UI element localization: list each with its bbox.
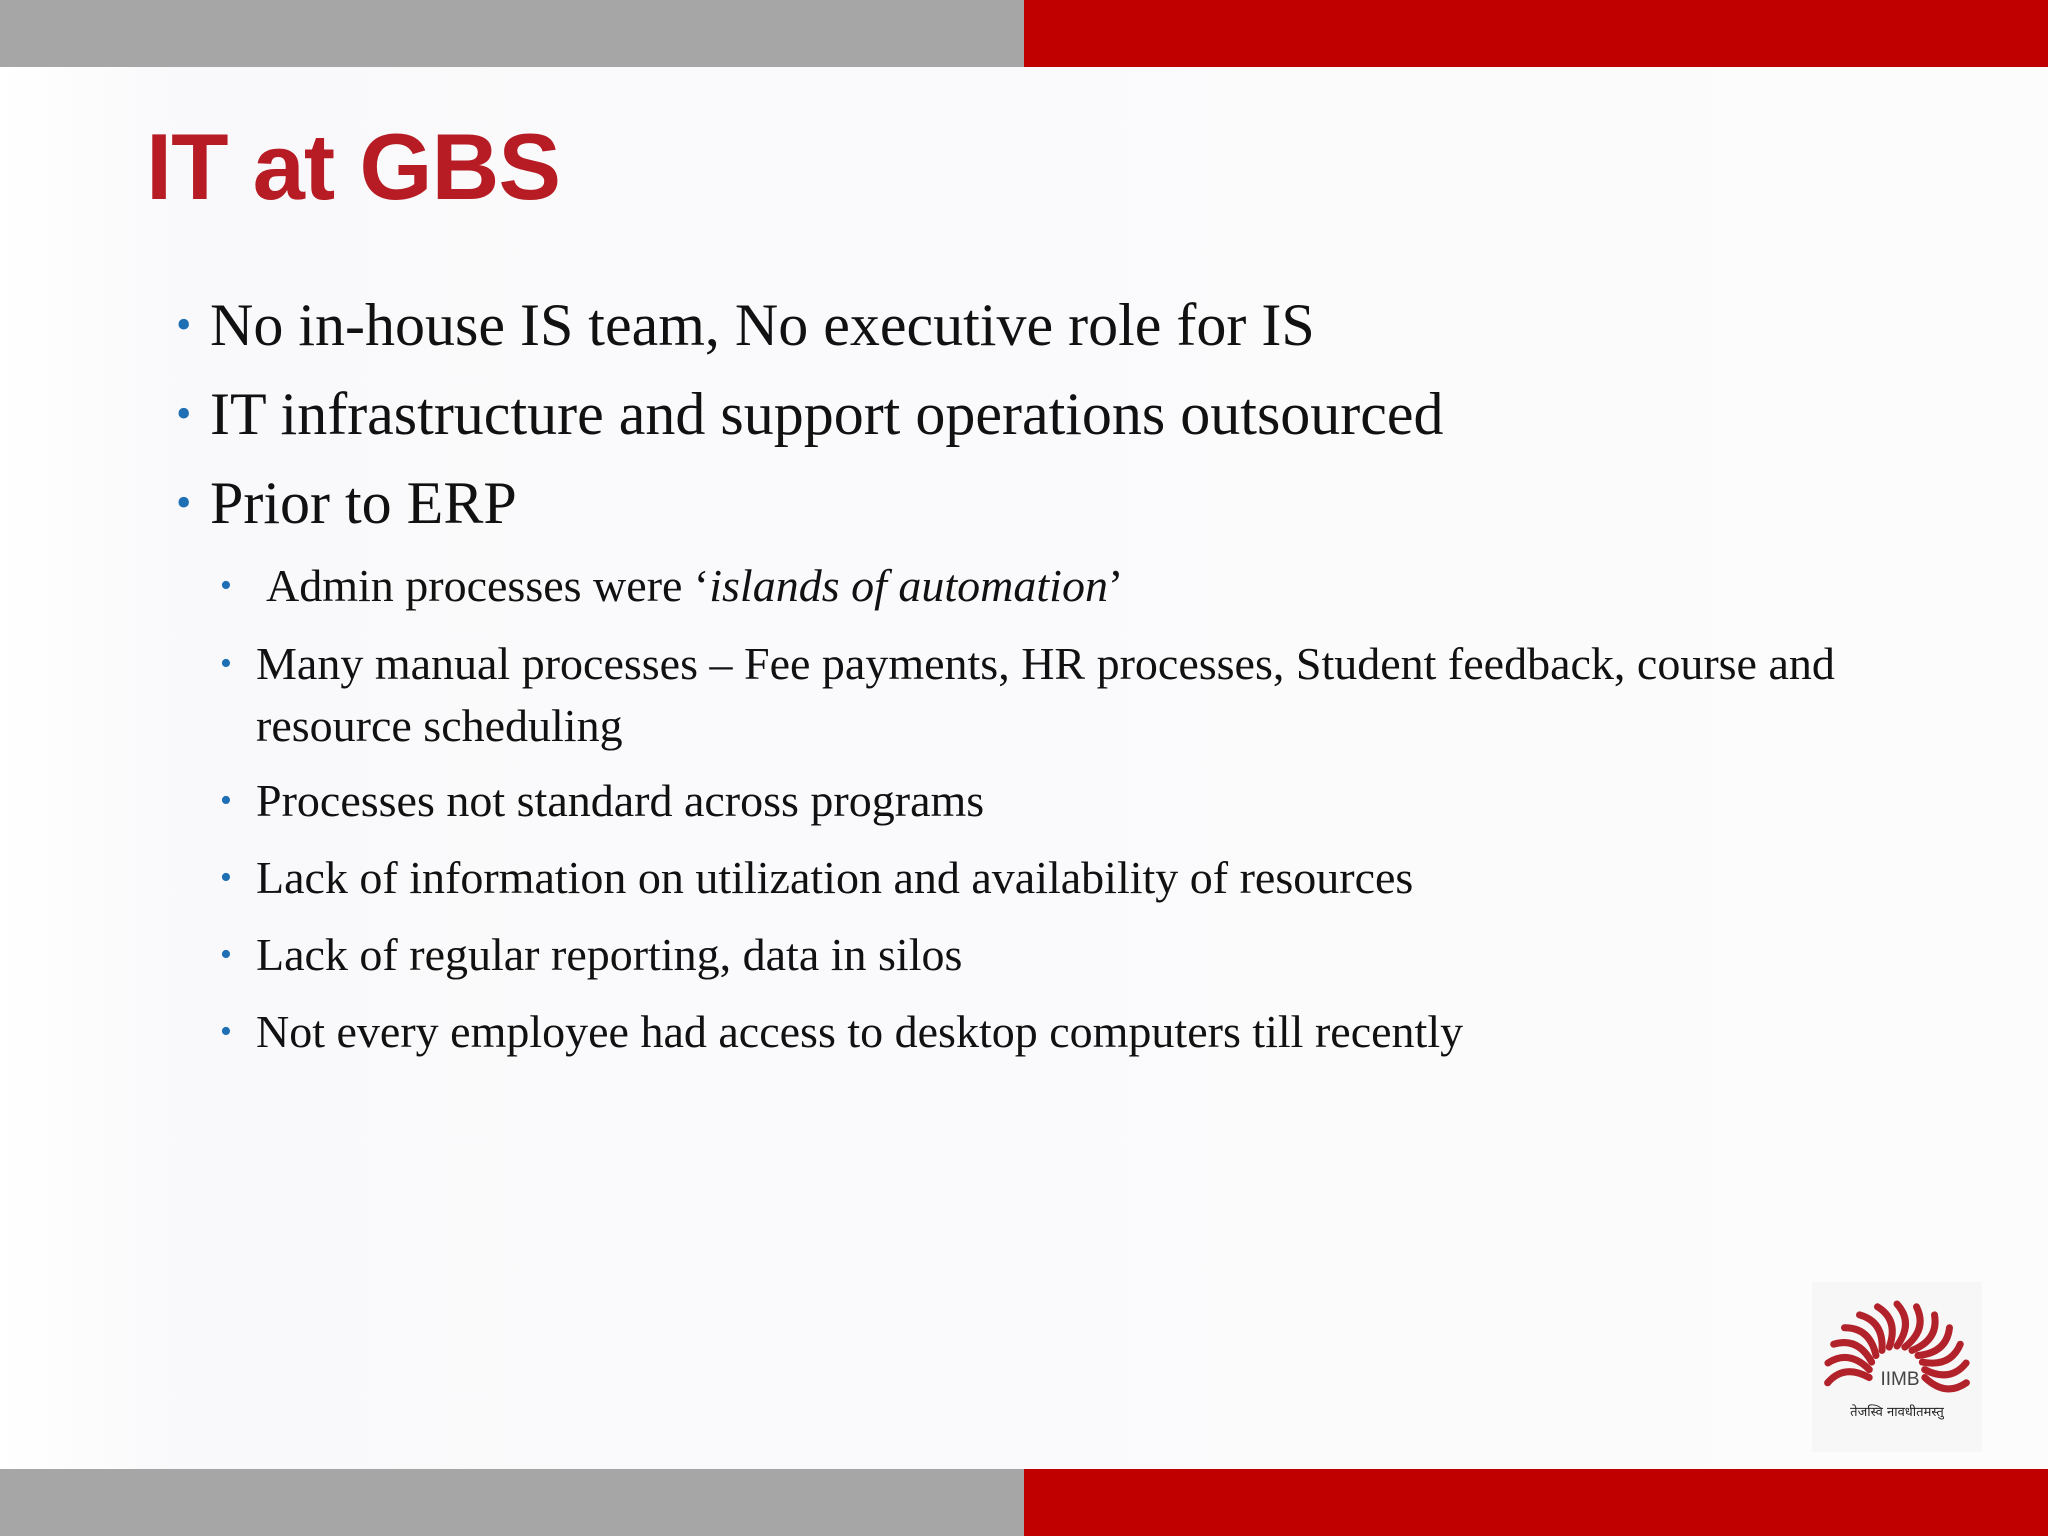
bullet-text: Prior to ERP — [210, 470, 517, 536]
bullet-dot-icon: • — [176, 300, 192, 349]
bullet-dot-icon: • — [220, 645, 232, 682]
bullet-dot-icon: • — [220, 782, 232, 819]
top-banner — [0, 0, 2048, 67]
bottom-banner — [0, 1469, 2048, 1536]
iimb-logo — [1812, 1282, 1982, 1452]
sub-bullet-item — [220, 847, 1940, 909]
iimb-logo-icon — [1812, 1282, 1982, 1452]
top-banner-gray — [0, 0, 1024, 67]
slide-title: IT at GBS — [146, 114, 561, 219]
sub-bullet-text: Lack of information on utilization and availability of resources — [256, 852, 1414, 903]
sub-bullet-text-italic: islands of automation — [709, 560, 1108, 611]
sub-bullet-item — [220, 633, 1940, 757]
bottom-banner-gray — [0, 1469, 1024, 1536]
bullet-dot-icon: • — [220, 859, 232, 896]
sub-bullet-text: Not every employee had access to desktop computers till recently — [256, 1006, 1464, 1057]
bullet-item — [176, 290, 1315, 360]
sub-bullet-text — [256, 555, 1940, 617]
bullet-item — [176, 468, 517, 538]
logo-ray — [1897, 1304, 1906, 1346]
bullet-text: IT infrastructure and support operations outsourced — [210, 381, 1444, 447]
sub-bullet-text-pre: Admin processes were ‘ — [266, 560, 710, 611]
bullet-text: No in-house IS team, No executive role for IS — [210, 292, 1315, 358]
sub-bullet-text: Processes not standard across programs — [256, 775, 985, 826]
logo-abbr: IIMB — [1880, 1369, 1920, 1390]
sub-bullet-item — [220, 555, 1940, 617]
sub-bullet-text-post: ’ — [1107, 560, 1124, 611]
sub-bullet-text: Lack of regular reporting, data in silos — [256, 929, 963, 980]
bullet-item — [176, 379, 1444, 449]
logo-ray — [1828, 1357, 1869, 1369]
top-banner-red — [1024, 0, 2048, 67]
logo-motto: तेजस्वि नावधीतमस्तु — [1850, 1405, 1944, 1420]
logo-ray — [1828, 1372, 1870, 1383]
bottom-banner-red — [1024, 1469, 2048, 1536]
logo-ray — [1925, 1378, 1967, 1389]
bullet-dot-icon: • — [176, 389, 192, 438]
sub-bullet-item — [220, 770, 1940, 832]
sub-bullet-item — [220, 924, 1940, 986]
sub-bullet-item — [220, 1001, 1940, 1063]
bullet-dot-icon: • — [220, 567, 232, 604]
sub-bullet-text: Many manual processes – Fee payments, HR processes, Student feedback, course and resource scheduling — [256, 638, 1835, 751]
bullet-dot-icon: • — [220, 936, 232, 973]
bullet-dot-icon: • — [220, 1013, 232, 1050]
bullet-dot-icon: • — [176, 478, 192, 527]
